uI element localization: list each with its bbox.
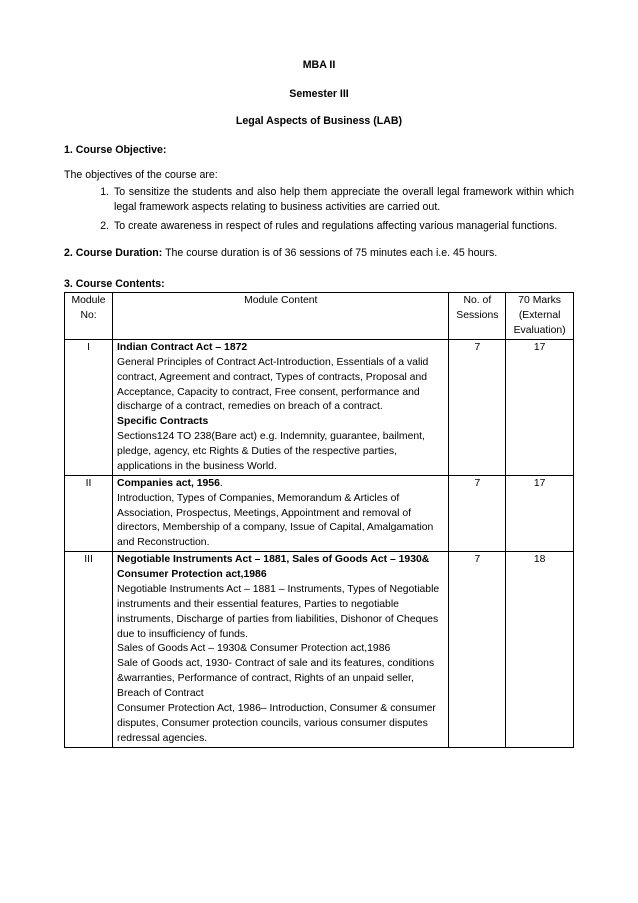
- objective-heading: 1. Course Objective:: [64, 144, 167, 157]
- module-text: [117, 430, 444, 475]
- module-content: [113, 339, 449, 475]
- module-heading-text: Indian Contract Act – 1872: [117, 341, 248, 353]
- module-body-text: Negotiable Instruments Act – 1881 – Instruments, Types of Negotiable instruments and their essential features, Parties to negotiable instruments, Discharge of parties from liabilities, Dishonor of Cheques due to insufficiency of funds.: [117, 583, 440, 640]
- objective-intro: The objectives of the course are:: [64, 169, 218, 182]
- table-row: [65, 475, 574, 551]
- header-sessions: No. of Sessions: [449, 293, 506, 340]
- module-number: II: [65, 475, 113, 551]
- module-sessions: 7: [449, 552, 506, 747]
- program-heading: MBA II: [302, 59, 336, 71]
- header-module-no: Module No:: [65, 293, 113, 340]
- semester-heading: Semester III: [289, 88, 349, 101]
- module-body-text: Consumer Protection Act, 1986– Introduction, Consumer & consumer disputes, Consumer protection councils, various consumer disputes redressal agencies.: [117, 702, 436, 744]
- module-text: [117, 583, 444, 643]
- module-table: [64, 292, 574, 747]
- module-heading: [117, 553, 444, 583]
- table-row: [65, 339, 574, 475]
- module-body-text: Sections124 TO 238(Bare act) e.g. Indemnity, guarantee, bailment, pledge, agency, etc Rights & Duties of the respective parties, applications in the business World.: [117, 431, 425, 472]
- module-heading-text: Specific Contracts: [117, 416, 209, 428]
- module-heading-text: Companies act, 1956: [117, 477, 220, 489]
- objectives-list: [64, 185, 574, 234]
- objective-item: 2. To create awareness in respect of rules and regulations affecting various managerial functions.: [112, 219, 574, 234]
- module-content: [113, 475, 449, 551]
- module-body-text: Introduction, Types of Companies, Memorandum & Articles of Association, Prospectus, Meetings, Appointment and removal of directors, Membership of a company, Issue of Capital, Amalgamation and Reconstruction.: [117, 492, 434, 549]
- module-rows: [65, 339, 574, 747]
- module-text: [117, 642, 444, 657]
- module-text: [117, 702, 444, 747]
- header-marks: 70 Marks (External Evaluation): [506, 293, 574, 340]
- module-marks: 17: [506, 339, 574, 475]
- module-sessions: 7: [449, 475, 506, 551]
- objective-item: 1. To sensitize the students and also help them appreciate the overall legal framework within which legal framework aspects relating to business activities are carried out.: [112, 185, 574, 215]
- module-content: [113, 552, 449, 747]
- table-row: [65, 552, 574, 747]
- module-text: [117, 356, 444, 416]
- document-page: [64, 58, 574, 748]
- module-marks: 18: [506, 552, 574, 747]
- module-heading-text: Negotiable Instruments Act – 1881, Sales of Goods Act – 1930& Consumer Protection act,1986: [117, 554, 430, 581]
- module-body-text: Sale of Goods act, 1930- Contract of sale and its features, conditions &warranties, Performance of contract, Rights of an unpaid seller, Breach of Contract: [117, 658, 435, 700]
- module-number: I: [65, 339, 113, 475]
- table-header-row: [65, 293, 574, 340]
- course-title: Legal Aspects of Business (LAB): [235, 115, 403, 128]
- header-module-content: Module Content: [113, 293, 449, 340]
- module-heading: [117, 341, 444, 356]
- module-heading: [117, 477, 444, 492]
- module-text: [117, 492, 444, 552]
- module-text: [117, 657, 444, 702]
- module-heading-suffix: .: [219, 477, 223, 489]
- module-number: III: [65, 552, 113, 747]
- duration-label: 2. Course Duration:: [64, 247, 163, 260]
- module-body-text: Sales of Goods Act – 1930& Consumer Protection act,1986: [117, 643, 391, 655]
- course-duration: [64, 246, 574, 261]
- module-heading: [117, 415, 444, 430]
- contents-heading: 3. Course Contents:: [64, 278, 165, 291]
- module-sessions: 7: [449, 339, 506, 475]
- module-marks: 17: [506, 475, 574, 551]
- duration-text: The course duration is of 36 sessions of 75 minutes each i.e. 45 hours.: [162, 247, 498, 260]
- module-body-text: General Principles of Contract Act-Introduction, Essentials of a valid contract, Agreement and contract, Types of contracts, Proposal and Acceptance, Capacity to contract, Free consent, performance and discharge of a contract, remedies on breach of a contract.: [117, 356, 429, 413]
